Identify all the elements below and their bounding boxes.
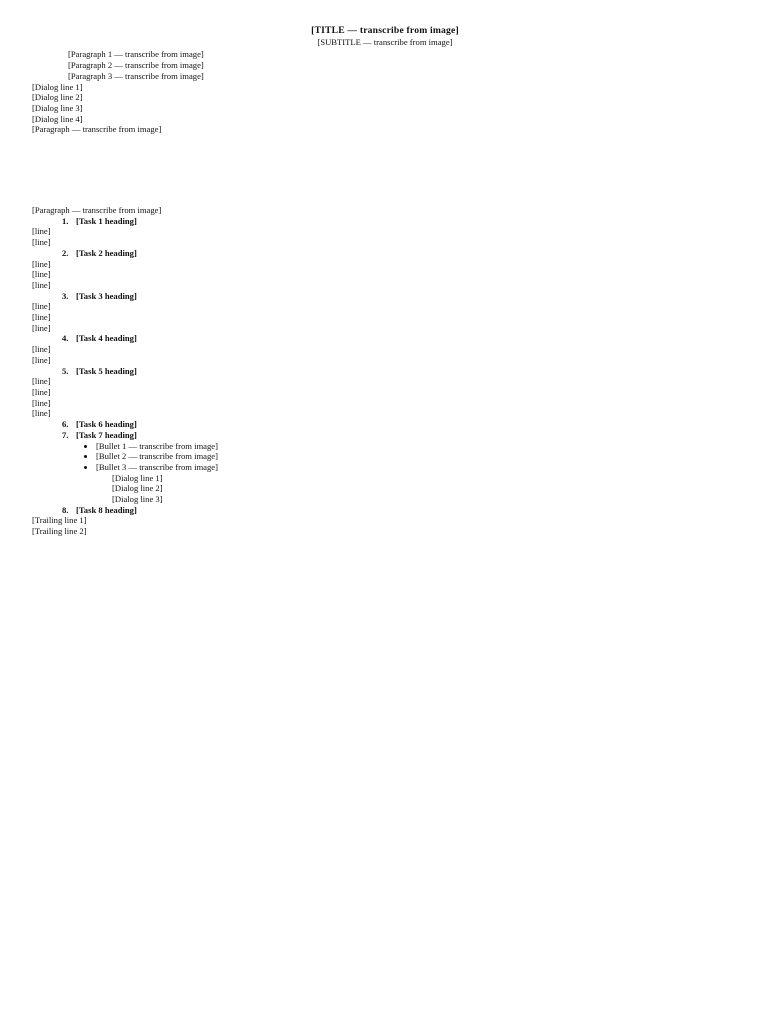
task-line: [line] — [32, 279, 51, 290]
task-heading-text: [Task 5 heading] — [76, 365, 137, 376]
task-heading — [32, 333, 738, 344]
task-heading-text: [Task 3 heading] — [76, 290, 137, 301]
task-item — [32, 333, 738, 365]
paragraph: [Paragraph 2 — transcribe from image] — [68, 60, 204, 71]
task-number: 8. — [62, 504, 69, 515]
dialog-line: [Dialog line 4] — [32, 113, 83, 124]
task-item — [32, 216, 738, 248]
tail-line: [Trailing line 1] — [32, 515, 87, 526]
task-line: [line] — [32, 237, 51, 248]
task-line: [line] — [32, 269, 51, 280]
task-line: [line] — [32, 301, 51, 312]
task-number: 4. — [62, 333, 69, 344]
task-number: 6. — [62, 419, 69, 430]
dialog-line: [Dialog line 3] — [32, 102, 83, 113]
dialog-line: [Dialog line 1] — [32, 81, 83, 92]
dialog-line: [Dialog line 3] — [112, 494, 163, 505]
task7-dialog — [32, 473, 738, 505]
task-line: [line] — [32, 322, 51, 333]
tail-line: [Trailing line 2] — [32, 526, 87, 537]
task-heading-text: [Task 8 heading] — [76, 504, 137, 515]
task-heading — [32, 291, 738, 302]
dialog-line: [Dialog line 2] — [32, 92, 83, 103]
task-number: 7. — [62, 429, 69, 440]
paragraph: [Paragraph 3 — transcribe from image] — [68, 70, 204, 81]
document-subtitle: [SUBTITLE — transcribe from image] — [317, 36, 453, 47]
dialog-block — [32, 82, 738, 125]
task-line: [line] — [32, 312, 51, 323]
task-item — [32, 248, 738, 291]
paragraph: [Paragraph 1 — transcribe from image] — [68, 49, 204, 60]
task-heading — [32, 216, 738, 227]
task-number: 1. — [62, 215, 69, 226]
task-heading — [32, 505, 738, 516]
task-heading — [32, 430, 738, 441]
task-item — [32, 419, 738, 430]
task-heading-text: [Task 4 heading] — [76, 333, 137, 344]
task-number: 2. — [62, 247, 69, 258]
task-heading — [32, 366, 738, 377]
task-heading-text: [Task 6 heading] — [76, 419, 137, 430]
bullet-item: • [Bullet 3 — transcribe from image] — [96, 462, 738, 473]
dialog-line: [Dialog line 2] — [112, 483, 163, 494]
task-list — [32, 216, 738, 441]
task7-bullets — [32, 441, 738, 473]
task-line: [line] — [32, 397, 51, 408]
task-heading — [32, 419, 738, 430]
task-item — [32, 366, 738, 420]
task-line: [line] — [32, 226, 51, 237]
task-item — [32, 291, 738, 334]
task-line: [line] — [32, 344, 51, 355]
paragraph: [Paragraph — transcribe from image] — [32, 205, 162, 216]
task-line: [line] — [32, 386, 51, 397]
task-line: [line] — [32, 376, 51, 387]
bullet-item: • [Bullet 1 — transcribe from image] — [96, 441, 738, 452]
task-heading — [32, 248, 738, 259]
task-number: 5. — [62, 365, 69, 376]
task-line: [line] — [32, 258, 51, 269]
task-item — [32, 430, 738, 441]
task-heading-text: [Task 2 heading] — [76, 247, 137, 258]
top-paragraphs — [32, 49, 738, 81]
bullet-item: • [Bullet 2 — transcribe from image] — [96, 451, 738, 462]
task-number: 3. — [62, 290, 69, 301]
task-line: [line] — [32, 408, 51, 419]
task-line: [line] — [32, 354, 51, 365]
paragraph: [Paragraph — transcribe from image] — [32, 124, 162, 135]
blank-gap — [32, 135, 738, 205]
task-heading-text: [Task 1 heading] — [76, 215, 137, 226]
document-title: [TITLE — transcribe from image] — [311, 25, 459, 36]
task-heading-text: [Task 7 heading] — [76, 429, 137, 440]
dialog-line: [Dialog line 1] — [112, 472, 163, 483]
